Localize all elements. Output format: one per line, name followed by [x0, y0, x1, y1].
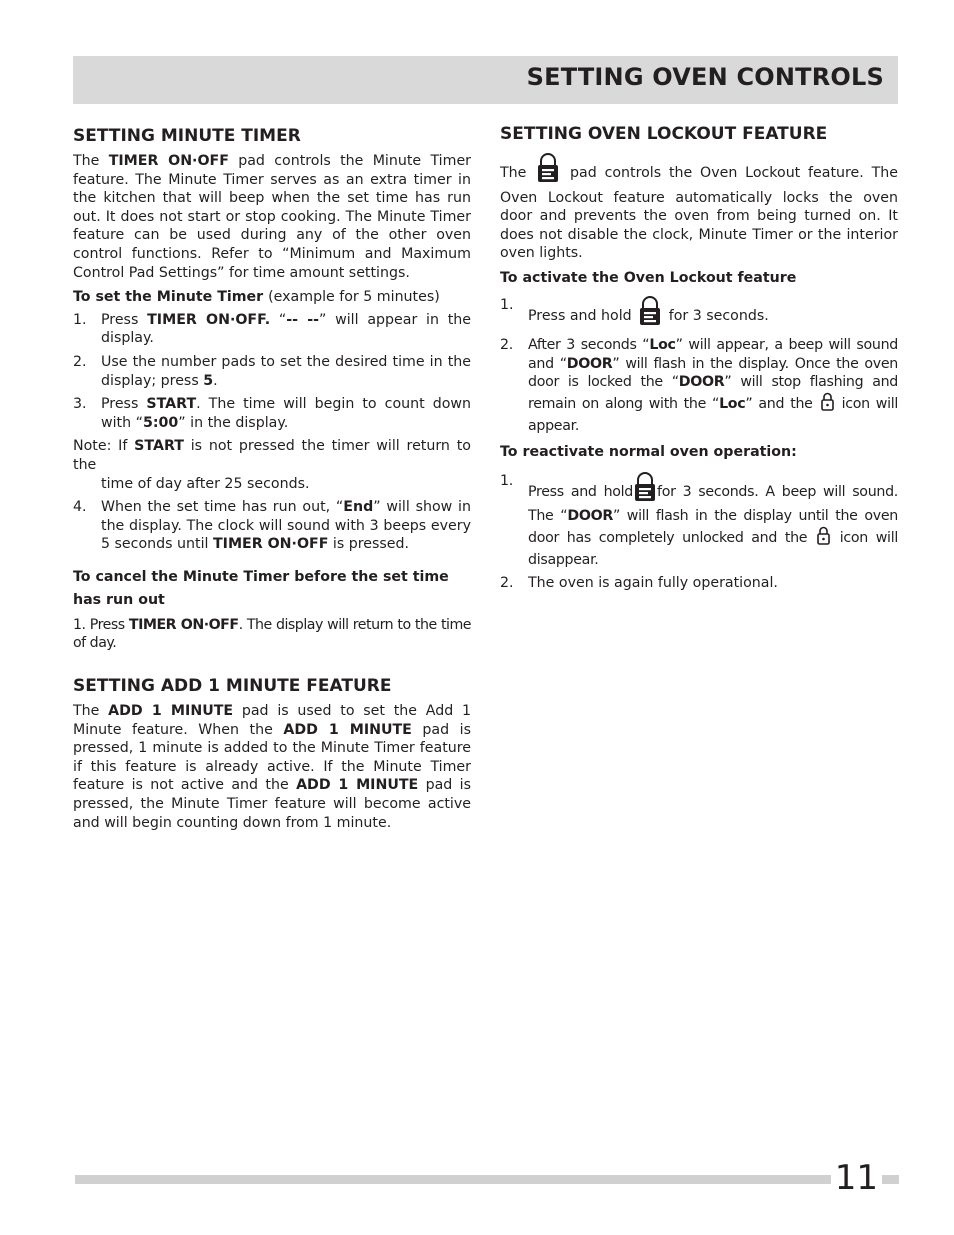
- text: Loc: [719, 395, 746, 412]
- list-number: 2.: [73, 353, 87, 370]
- lock-pad-icon: [537, 153, 559, 189]
- text: After 3 seconds “: [528, 337, 650, 354]
- list-item: [73, 395, 471, 432]
- text: is pressed.: [332, 536, 410, 553]
- text: ” will flash in the display until the oven door has completely unlocked and the: [528, 508, 898, 546]
- text: .: [213, 372, 218, 389]
- text: icon will appear.: [528, 395, 899, 434]
- list-text: [101, 353, 471, 390]
- text: “: [278, 311, 287, 328]
- text: ” will appear in the display.: [101, 311, 472, 347]
- list-number: 2.: [500, 337, 513, 354]
- list-item: [500, 336, 898, 435]
- list-number: 3.: [73, 396, 87, 413]
- add-minute-pad-label: ADD 1 MINUTE: [296, 777, 419, 794]
- text: ” in the display.: [178, 414, 289, 431]
- list-number: 4.: [73, 499, 87, 516]
- text: TIMER ON·OFF: [128, 616, 239, 633]
- text: DOOR: [678, 374, 725, 391]
- left-column: [73, 125, 471, 832]
- list-text: [528, 336, 898, 435]
- right-column: [500, 123, 898, 593]
- text: The: [73, 153, 100, 169]
- text: Press: [101, 311, 139, 328]
- cancel-timer-subheading: To cancel the Minute Timer before the set time has run out: [73, 568, 449, 608]
- text: ” will show in the display. The clock will sound with 3 beeps every 5 seconds until: [101, 499, 471, 553]
- text: Note: If: [73, 438, 128, 455]
- text: . The time will begin to count down with “: [101, 396, 471, 431]
- text: (example for 5 minutes): [268, 289, 440, 306]
- text: When the set time has run out, “: [101, 499, 344, 516]
- list-text: [101, 498, 471, 554]
- lockout-heading: SETTING OVEN LOCKOUT FEATURE: [500, 124, 828, 144]
- list-text: [528, 472, 898, 569]
- text: Press and hold: [528, 483, 634, 500]
- text: icon will disappear.: [528, 529, 898, 568]
- page-title: SETTING OVEN CONTROLS: [526, 63, 884, 91]
- text: To set the Minute Timer: [73, 289, 264, 306]
- timer-pad-label: TIMER ON·OFF: [108, 153, 229, 169]
- text: START: [146, 396, 197, 413]
- reactivate-subheading: To reactivate normal oven operation:: [500, 444, 797, 461]
- text: Use the number pads to set the desired time in the display; press: [101, 353, 471, 389]
- minute-timer-intro: [73, 152, 471, 282]
- list-number: 2.: [500, 575, 514, 592]
- text: DOOR: [566, 355, 613, 372]
- list-number: 1.: [500, 472, 513, 489]
- list-item: [500, 574, 898, 593]
- minute-timer-heading: SETTING MINUTE TIMER: [73, 126, 301, 146]
- text: DOOR: [567, 508, 613, 525]
- text: for 3 seconds. A beep will sound. The “: [528, 483, 898, 525]
- list-item: [500, 296, 898, 332]
- footer-rule: [75, 1175, 899, 1184]
- text: pad controls the Minute Timer feature. The Minute Timer serves as an extra timer in the kitchen that will beep when the set time has run out. It does not start or stop cooking. The Minute Timer feature can be used during any of the other oven control functions. Refer to “Minimum and Maximum Control Pad Settings” for time amount settings.: [73, 153, 472, 281]
- page-header-bar: [73, 56, 898, 104]
- text: START: [134, 438, 184, 455]
- text: ” will appear, a beep will sound and “: [528, 337, 898, 372]
- add-minute-body: [73, 702, 471, 832]
- list-item: [73, 498, 471, 554]
- text: Press and hold: [528, 307, 632, 324]
- text: pad controls the Oven Lockout feature. The Oven Lockout feature automatically locks the oven door and prevents the oven from being turned on. It does not disable the clock, Minute Timer or the interior oven lights.: [500, 165, 898, 262]
- list-item: [73, 311, 471, 348]
- text: pad is pressed, 1 minute is added to the Minute Timer feature if this feature is already active. If the Minute Timer feature is not active and the: [73, 721, 471, 794]
- list-text: [101, 311, 471, 348]
- set-timer-subheading: [73, 288, 471, 307]
- text: ” will flash in the display. Once the oven door is locked the “: [528, 355, 898, 391]
- text: Loc: [649, 337, 676, 354]
- cancel-timer-step: [73, 616, 471, 653]
- padlock-icon: [821, 392, 834, 417]
- text: for 3 seconds.: [668, 307, 769, 324]
- list-item: [73, 353, 471, 390]
- lock-pad-icon: [634, 472, 656, 508]
- text: 5: [203, 372, 214, 389]
- list-number: 1.: [500, 296, 514, 313]
- text: time of day after 25 seconds.: [101, 475, 310, 492]
- text: Press: [101, 396, 139, 413]
- page-number: 11: [831, 1158, 882, 1198]
- timer-note: [73, 437, 471, 493]
- padlock-icon: [817, 526, 830, 551]
- text: ” and the: [745, 395, 813, 412]
- text: TIMER ON·OFF.: [147, 311, 271, 328]
- activate-lockout-subheading: To activate the Oven Lockout feature: [500, 269, 797, 286]
- text: pad is pressed, the Minute Timer feature will become active and will begin counting down from 1 minute.: [73, 777, 472, 831]
- add-minute-pad-label: ADD 1 MINUTE: [283, 721, 412, 738]
- list-number: 1.: [73, 311, 87, 328]
- text: The: [500, 165, 527, 181]
- lockout-intro: [500, 153, 898, 263]
- text: End: [343, 499, 374, 516]
- list-item: [500, 472, 898, 569]
- text: -- --: [286, 311, 319, 328]
- text: 1. Press: [73, 616, 125, 633]
- text: is not pressed the timer will return to the: [73, 438, 471, 473]
- list-text: [101, 395, 471, 432]
- add-minute-heading: SETTING ADD 1 MINUTE FEATURE: [73, 676, 392, 697]
- text: pad is used to set the Add 1 Minute feature. When the: [73, 703, 471, 738]
- add-minute-pad-label: ADD 1 MINUTE: [108, 703, 234, 720]
- list-text: [528, 296, 898, 332]
- lock-pad-icon: [639, 296, 661, 332]
- text: TIMER ON·OFF: [212, 536, 329, 553]
- text: The: [73, 703, 100, 720]
- list-text: The oven is again fully operational.: [528, 575, 778, 592]
- text: ” will stop flashing and remain on along with the “: [528, 374, 899, 412]
- text: 5:00: [142, 414, 179, 431]
- text: . The display will return to the time of day.: [73, 616, 472, 652]
